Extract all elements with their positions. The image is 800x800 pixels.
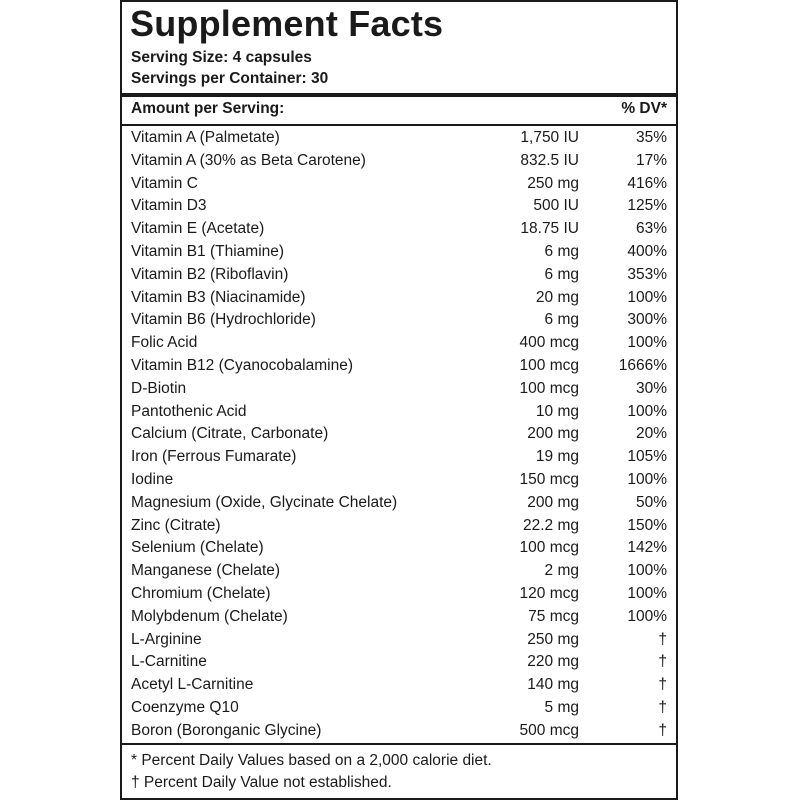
nutrient-daily-value: 100% xyxy=(627,470,667,488)
nutrient-name: Vitamin B2 (Riboflavin) xyxy=(131,265,289,283)
nutrient-daily-value: 1666% xyxy=(618,356,667,374)
nutrient-name: Molybdenum (Chelate) xyxy=(131,607,288,625)
footnote-percent-dv: * Percent Daily Values based on a 2,000 calorie diet. xyxy=(131,752,492,769)
nutrient-amount: 6 mg xyxy=(544,265,579,283)
nutrient-amount: 2 mg xyxy=(544,562,579,580)
nutrient-row xyxy=(131,675,667,698)
panel-title: Supplement Facts xyxy=(130,3,444,44)
nutrient-amount: 400 mcg xyxy=(519,334,579,352)
nutrient-amount: 200 mg xyxy=(527,493,579,511)
nutrient-amount: 220 mg xyxy=(527,653,579,671)
nutrient-row xyxy=(131,265,667,288)
nutrient-row xyxy=(131,402,667,425)
nutrient-daily-value: 142% xyxy=(627,539,667,557)
nutrient-row xyxy=(131,607,667,630)
nutrient-name: Calcium (Citrate, Carbonate) xyxy=(131,425,329,443)
nutrient-daily-value: 100% xyxy=(627,288,667,306)
nutrient-daily-value: † xyxy=(658,698,667,716)
servings-per-container: Servings per Container: 30 xyxy=(131,70,329,87)
nutrient-daily-value: 35% xyxy=(635,129,667,146)
nutrient-amount: 250 mg xyxy=(527,630,579,648)
nutrient-row xyxy=(131,561,667,584)
nutrient-name: Vitamin C xyxy=(131,174,198,192)
nutrient-daily-value: 416% xyxy=(627,174,667,192)
nutrient-daily-value: † xyxy=(658,630,667,648)
nutrient-name: D-Biotin xyxy=(131,379,187,397)
nutrient-row xyxy=(131,470,667,493)
nutrient-row xyxy=(131,128,667,151)
nutrient-name: Iodine xyxy=(131,470,174,488)
nutrient-row xyxy=(131,196,667,219)
supplement-facts-panel xyxy=(120,0,678,800)
nutrient-row xyxy=(131,333,667,356)
footnote-not-established: † Percent Daily Value not established. xyxy=(131,774,392,791)
nutrient-amount: 100 mcg xyxy=(519,356,579,374)
nutrient-row xyxy=(131,151,667,174)
nutrient-daily-value: † xyxy=(658,676,667,694)
nutrient-amount: 500 mcg xyxy=(519,721,579,739)
nutrient-name: Vitamin B12 (Cyanocobalamine) xyxy=(131,356,353,374)
nutrient-row xyxy=(131,288,667,311)
footer-divider xyxy=(122,743,676,745)
nutrient-daily-value: 100% xyxy=(627,562,667,580)
nutrient-amount: 10 mg xyxy=(535,402,579,420)
nutrient-name: Boron (Boronganic Glycine) xyxy=(131,721,322,739)
nutrient-row xyxy=(131,379,667,402)
nutrient-amount: 22.2 mg xyxy=(522,516,579,534)
nutrient-amount: 832.5 IU xyxy=(520,151,579,169)
nutrient-amount: 6 mg xyxy=(544,311,579,329)
nutrient-daily-value: 100% xyxy=(627,607,667,625)
nutrient-daily-value: 100% xyxy=(627,402,667,420)
nutrient-row xyxy=(131,447,667,470)
nutrient-daily-value: 20% xyxy=(635,425,667,443)
nutrient-row xyxy=(131,174,667,197)
nutrient-daily-value: 17% xyxy=(635,151,667,169)
nutrient-row xyxy=(131,493,667,516)
nutrient-daily-value: † xyxy=(658,721,667,739)
nutrient-name: Vitamin D3 xyxy=(131,197,207,215)
nutrient-name: Chromium (Chelate) xyxy=(131,584,271,602)
nutrient-row xyxy=(131,698,667,721)
nutrient-amount: 120 mcg xyxy=(519,584,579,602)
serving-size: Serving Size: 4 capsules xyxy=(131,49,312,66)
nutrient-amount: 500 IU xyxy=(533,197,579,215)
nutrient-amount: 19 mg xyxy=(535,448,579,466)
nutrient-name: L-Carnitine xyxy=(131,653,207,671)
nutrient-daily-value: 300% xyxy=(627,311,667,329)
nutrient-daily-value: 150% xyxy=(627,516,667,534)
nutrient-row xyxy=(131,219,667,242)
nutrient-amount: 150 mcg xyxy=(519,470,579,488)
column-header xyxy=(131,100,667,122)
nutrient-amount: 6 mg xyxy=(544,242,579,260)
nutrient-name: Manganese (Chelate) xyxy=(131,562,281,580)
nutrient-amount: 100 mcg xyxy=(519,539,579,557)
nutrient-name: Vitamin B1 (Thiamine) xyxy=(131,242,285,260)
nutrient-daily-value: 105% xyxy=(627,448,667,466)
nutrient-name: Magnesium (Oxide, Glycinate Chelate) xyxy=(131,493,398,511)
nutrient-list xyxy=(131,128,667,744)
nutrient-row xyxy=(131,242,667,265)
nutrient-amount: 5 mg xyxy=(544,698,579,716)
nutrient-daily-value: 50% xyxy=(635,493,667,511)
nutrient-row xyxy=(131,538,667,561)
nutrient-row xyxy=(131,652,667,675)
nutrient-amount: 75 mcg xyxy=(528,607,579,625)
daily-value-label: % DV* xyxy=(621,100,667,117)
nutrient-row xyxy=(131,310,667,333)
nutrient-name: L-Arginine xyxy=(131,630,202,648)
nutrient-amount: 250 mg xyxy=(527,174,579,192)
nutrient-amount: 1,750 IU xyxy=(520,129,579,146)
nutrient-amount: 20 mg xyxy=(535,288,579,306)
nutrient-row xyxy=(131,721,667,744)
nutrient-daily-value: 353% xyxy=(627,265,667,283)
nutrient-daily-value: 100% xyxy=(627,584,667,602)
nutrient-name: Coenzyme Q10 xyxy=(131,698,239,716)
thick-divider xyxy=(122,93,676,97)
nutrient-name: Acetyl L-Carnitine xyxy=(131,676,254,694)
nutrient-row xyxy=(131,630,667,653)
nutrient-row xyxy=(131,584,667,607)
nutrient-name: Selenium (Chelate) xyxy=(131,539,264,557)
nutrient-daily-value: † xyxy=(658,653,667,671)
nutrient-daily-value: 63% xyxy=(635,220,667,238)
nutrient-row xyxy=(131,516,667,539)
nutrient-row xyxy=(131,356,667,379)
header-divider xyxy=(122,124,676,126)
nutrient-name: Vitamin A (30% as Beta Carotene) xyxy=(131,151,366,169)
nutrient-name: Vitamin E (Acetate) xyxy=(131,220,265,238)
nutrient-name: Iron (Ferrous Fumarate) xyxy=(131,448,297,466)
nutrient-name: Vitamin B6 (Hydrochloride) xyxy=(131,311,316,329)
nutrient-daily-value: 100% xyxy=(627,334,667,352)
nutrient-amount: 140 mg xyxy=(527,676,579,694)
amount-per-serving-label: Amount per Serving: xyxy=(131,100,285,117)
nutrient-row xyxy=(131,424,667,447)
nutrient-name: Folic Acid xyxy=(131,334,198,352)
nutrient-name: Pantothenic Acid xyxy=(131,402,247,420)
nutrient-name: Vitamin A (Palmetate) xyxy=(131,129,280,146)
nutrient-amount: 100 mcg xyxy=(519,379,579,397)
nutrient-daily-value: 125% xyxy=(627,197,667,215)
nutrient-name: Zinc (Citrate) xyxy=(131,516,221,534)
nutrient-daily-value: 400% xyxy=(627,242,667,260)
nutrient-name: Vitamin B3 (Niacinamide) xyxy=(131,288,306,306)
nutrient-amount: 200 mg xyxy=(527,425,579,443)
nutrient-daily-value: 30% xyxy=(635,379,667,397)
nutrient-amount: 18.75 IU xyxy=(520,220,579,238)
